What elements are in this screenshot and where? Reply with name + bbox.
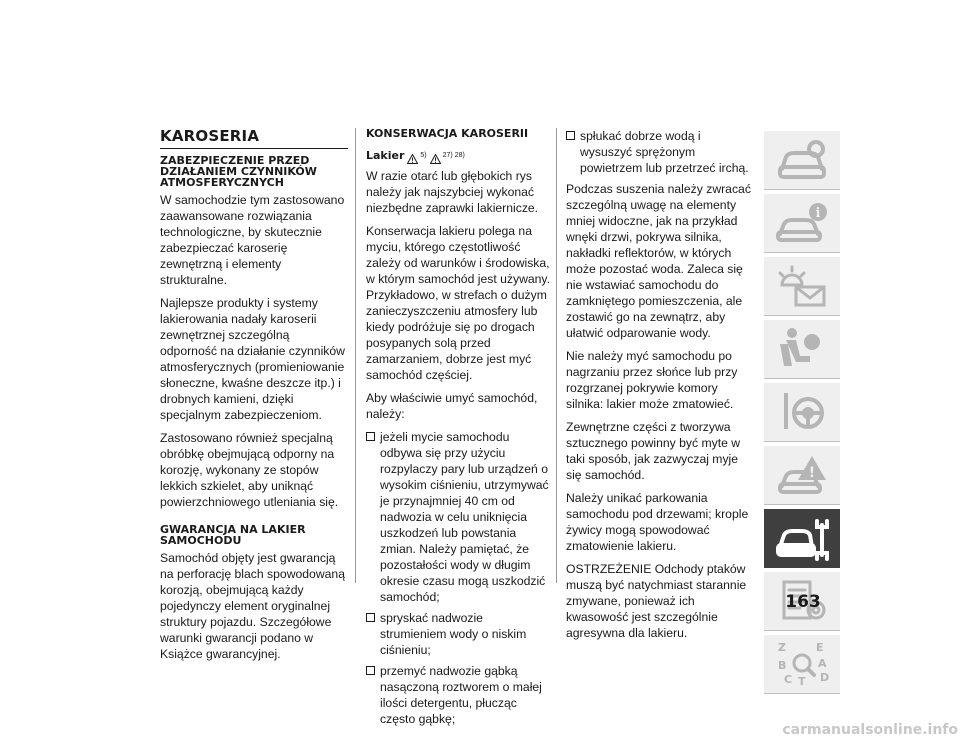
car-breakdown-icon	[772, 450, 832, 500]
paragraph: W samochodzie tym zastosowano zaawansowane rozwiązania technologiczne, by skutecznie zabezpieczać karoserię zewnętrzną i elementy strukturalne.	[160, 193, 345, 287]
car-maintenance-icon	[772, 513, 832, 563]
steering-wheel-icon	[772, 387, 832, 437]
checkbox-bullet-icon	[366, 666, 375, 675]
tab-warning-lights[interactable]	[764, 257, 840, 316]
car-info-icon	[772, 198, 832, 248]
index-letter: C	[784, 673, 793, 686]
paragraph: Zewnętrzne części z tworzywa sztucznego powinny być myte w taki sposób, jak zazwyczaj myje się samochód.	[566, 420, 741, 482]
index-letter: B	[778, 659, 787, 672]
column-divider	[355, 128, 356, 583]
index-letter: A	[818, 657, 827, 670]
list-item	[566, 128, 756, 176]
tab-starting-driving[interactable]	[764, 383, 840, 442]
column-1	[160, 128, 348, 669]
index-letter: E	[816, 641, 824, 654]
subsection-title: Lakier	[366, 149, 405, 162]
tab-safety[interactable]	[764, 194, 840, 253]
list-item	[366, 610, 550, 658]
reference-number: 27) 28)	[442, 152, 465, 159]
warning-triangle-icon	[407, 154, 418, 164]
paragraph: OSTRZEŻENIE Odchody ptaków muszą być natychmiast starannie zmywane, ponieważ ich kwasowość jest szczególnie agresywna dla lakieru.	[566, 562, 747, 640]
watermark: carmanualsonline.info	[782, 722, 958, 738]
svg-text:!: !	[808, 465, 816, 481]
list-item-text: spłukać dobrze wodą i wysuszyć sprężonym powietrzem lub przetrzeć irchą.	[580, 129, 749, 175]
seat-airbag-icon	[772, 324, 832, 374]
paragraph: Nie należy myć samochodu po nagrzaniu przez słońce lub przy rozgrzanej pokrywie komory silnika: lakier może zmatowieć.	[566, 349, 738, 411]
chapter-title: KAROSERIA	[160, 128, 348, 149]
paragraph: Konserwacja lakieru polega na myciu, którego częstotliwość zależy od warunków i środowiska, w którym samochód jest używany. Przykładowo, w strefach o dużym zanieczyszczeniu atmosfery lub kiedy podróżuje się po drogach posypanych solą przed zamarzaniem, dobrze jest myć samochód częściej.	[366, 224, 551, 382]
list-item	[366, 663, 550, 727]
warning-triangle-icon	[430, 154, 441, 164]
chapter-tabs	[764, 131, 840, 698]
paragraph: W razie otarć lub głębokich rys należy jak najszybciej wykonać niezbędne zaprawki lakiernicze.	[366, 169, 539, 215]
list-item-text: jeżeli mycie samochodu odbywa się przy użyciu rozpylaczy pary lub urządzeń o wysokim ciśnieniu, utrzymywać je przynajmniej 40 cm od nadwozia w celu uniknięcia uszkodzeń lub powstania zmian. Należy pamiętać, że pozostałości wody w długim okresie czasu mogą uszkodzić samochód;	[380, 430, 549, 604]
paragraph: Podczas suszenia należy zwracać szczególną uwagę na elementy mniej widoczne, jak na przykład wnęki drzwi, pokrywa silnika, nakładki reflektorów, w których może pozostać woda. Zaleca się nie wstawiać samochodu do zamkniętego pomieszczenia, ale zostawić go na zewnątrz, aby ułatwić odparowanie wody.	[566, 182, 751, 340]
column-3	[566, 128, 756, 648]
paragraph: Należy unikać parkowania samochodu pod drzewami; krople żywicy mogą spowodować zmatowienie lakieru.	[566, 491, 749, 553]
paragraph: Najlepsze produkty i systemy lakierowania nadały karoserii zewnętrznej szczególną odporność na działanie czynników atmosferycznych (promieniowanie słoneczne, kwaśne deszcze itp.) i drobnych kamieni, dzięki specjalnym zabezpieczeniom.	[160, 296, 345, 422]
column-divider	[556, 128, 557, 583]
subsection-heading	[366, 148, 550, 164]
svg-text:i: i	[815, 206, 821, 221]
list-item-text: spryskać nadwozie strumieniem wody o niskim ciśnieniu;	[380, 611, 527, 657]
warning-light-mail-icon	[772, 261, 832, 311]
tab-emergency[interactable]	[764, 446, 840, 505]
section-heading: KONSERWACJA KAROSERII	[366, 127, 529, 140]
section-heading: ZABEZPIECZENIE PRZED DZIAŁANIEM CZYNNIKÓW ATMOSFERYCZNYCH	[160, 154, 317, 189]
index-letter: D	[820, 671, 830, 684]
index-letter: T	[798, 675, 806, 688]
paragraph: Zastosowano również specjalną obróbkę obejmującą odporny na korozję, wykonany ze stopów lekkich szkielet, aby uniknąć powierzchniowego utleniania się.	[160, 431, 339, 509]
checkbox-bullet-icon	[566, 131, 575, 140]
paragraph: Samochód objęty jest gwarancją na perforację blach spowodowaną korozją, obejmującą każdy pojedynczy element oryginalnej struktury pojazdu. Szczegółowe warunki gwarancji podano w Książce gwarancyjnej.	[160, 551, 345, 661]
car-dashboard-icon	[772, 135, 832, 185]
index-letter: Z	[778, 641, 786, 654]
tab-safety-systems[interactable]	[764, 320, 840, 379]
checkbox-bullet-icon	[366, 613, 375, 622]
tab-dashboard[interactable]	[764, 131, 840, 190]
alphabetical-index-icon	[772, 639, 832, 689]
tab-index[interactable]	[764, 635, 840, 694]
checkbox-bullet-icon	[366, 432, 375, 441]
section-heading: GWARANCJA NA LAKIER SAMOCHODU	[160, 523, 306, 547]
list-item	[366, 429, 550, 605]
paragraph: Aby właściwie umyć samochód, należy:	[366, 391, 538, 421]
reference-number: 5)	[420, 152, 427, 159]
tab-maintenance[interactable]	[764, 509, 840, 568]
page-number: 163	[785, 592, 821, 612]
list-item-text: przemyć nadwozie gąbką nasączoną roztworem o małej ilości detergentu, płucząc często gąbkę;	[380, 664, 542, 726]
column-2	[366, 128, 550, 732]
